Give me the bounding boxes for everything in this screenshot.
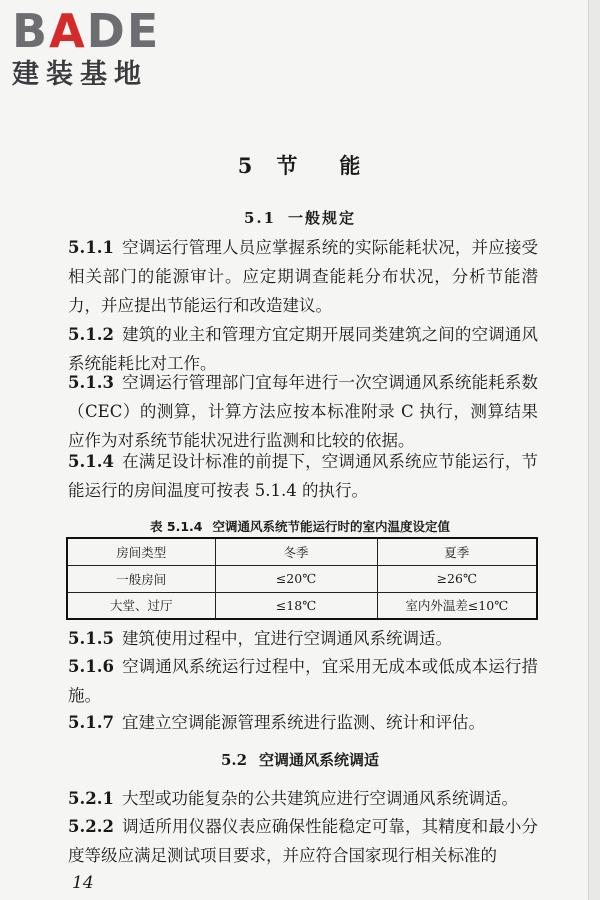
section-number: 5.2	[220, 751, 248, 769]
table-header-cell: 房间类型	[67, 538, 215, 565]
clause-text: 空调运行管理部门宜每年进行一次空调通风系统能耗系数（CEC）的测算，计算方法应按本标准附录 C 执行，测算结果应作为对系统节能状况进行监测和比较的依据。	[68, 373, 538, 450]
section-heading-5-2	[0, 749, 600, 770]
clause-text: 空调运行管理人员应掌握系统的实际能耗状况，并应接受相关部门的能源审计。应定期调查能耗分布状况，分析节能潜力，并应提出节能运行和改造建议。	[68, 238, 538, 315]
logo-subtitle: 建装基地	[12, 59, 148, 90]
clause-number: 5.2.2	[68, 817, 114, 836]
clause-text: 建筑的业主和管理方宜定期开展同类建筑之间的空调通风系统能耗比对工作。	[68, 325, 538, 373]
clause-number: 5.2.1	[68, 789, 114, 808]
table-header-row	[67, 538, 537, 565]
clause-5-1-1	[68, 233, 538, 320]
table-row	[67, 592, 537, 619]
clause-5-1-7	[68, 708, 538, 737]
table-cell: ≤20℃	[215, 565, 377, 592]
clause-number: 5.1.2	[68, 325, 114, 344]
chapter-number: 5	[237, 153, 255, 178]
temperature-setpoint-table	[66, 537, 538, 620]
table-cell: 大堂、过厅	[67, 592, 215, 619]
clause-text: 大型或功能复杂的公共建筑应进行空调通风系统调适。	[121, 789, 518, 808]
clause-number: 5.1.4	[68, 452, 114, 471]
section-number: 5.1	[243, 209, 277, 227]
clause-text: 调适所用仪器仪表应确保性能稳定可靠，其精度和最小分度等级应满足测试项目要求，并应符合国家现行相关标准的	[68, 817, 538, 865]
logo-wordmark	[12, 4, 182, 58]
clause-number: 5.1.6	[68, 657, 114, 676]
section-title: 一般规定	[288, 209, 357, 227]
logo-letter-a: A	[49, 4, 87, 58]
table-row	[67, 565, 537, 592]
clause-5-1-3	[68, 368, 538, 455]
brand-logo	[12, 4, 182, 92]
clause-5-1-4	[68, 447, 538, 505]
clause-text: 建筑使用过程中，宜进行空调通风系统调适。	[121, 629, 452, 648]
chapter-title	[0, 150, 600, 180]
chapter-title-char-1: 节	[276, 153, 300, 178]
chapter-title-char-2: 能	[339, 153, 363, 178]
table-cell: ≤18℃	[215, 592, 377, 619]
clause-text: 在满足设计标准的前提下，空调通风系统应节能运行，节能运行的房间温度可按表 5.1.4 的执行。	[68, 452, 538, 500]
clause-text: 宜建立空调能源管理系统进行监测、统计和评估。	[121, 713, 485, 732]
clause-5-1-5	[68, 624, 538, 653]
section-heading-5-1	[0, 207, 600, 228]
table-cell: 室内外温差≤10℃	[377, 592, 537, 619]
table-cell: 一般房间	[67, 565, 215, 592]
logo-letters-de: DE	[86, 4, 161, 58]
table-header-cell: 冬季	[215, 538, 377, 565]
section-title: 空调通风系统调适	[259, 751, 380, 769]
clause-number: 5.1.3	[68, 373, 114, 392]
table-header-cell: 夏季	[377, 538, 537, 565]
clause-text: 空调通风系统运行过程中，宜采用无成本或低成本运行措施。	[68, 657, 538, 705]
page-number: 14	[72, 873, 94, 893]
clause-5-1-6	[68, 652, 538, 710]
clause-number: 5.1.7	[68, 713, 114, 732]
table-caption	[0, 517, 600, 535]
clause-number: 5.1.5	[68, 629, 114, 648]
clause-5-2-1	[68, 784, 538, 813]
table-caption-number: 表 5.1.4	[150, 519, 203, 534]
table-caption-title: 空调通风系统节能运行时的室内温度设定值	[212, 519, 450, 534]
logo-letter-b: B	[12, 4, 50, 58]
clause-5-2-2	[68, 812, 538, 870]
table-cell: ≥26℃	[377, 565, 537, 592]
clause-number: 5.1.1	[68, 238, 114, 257]
